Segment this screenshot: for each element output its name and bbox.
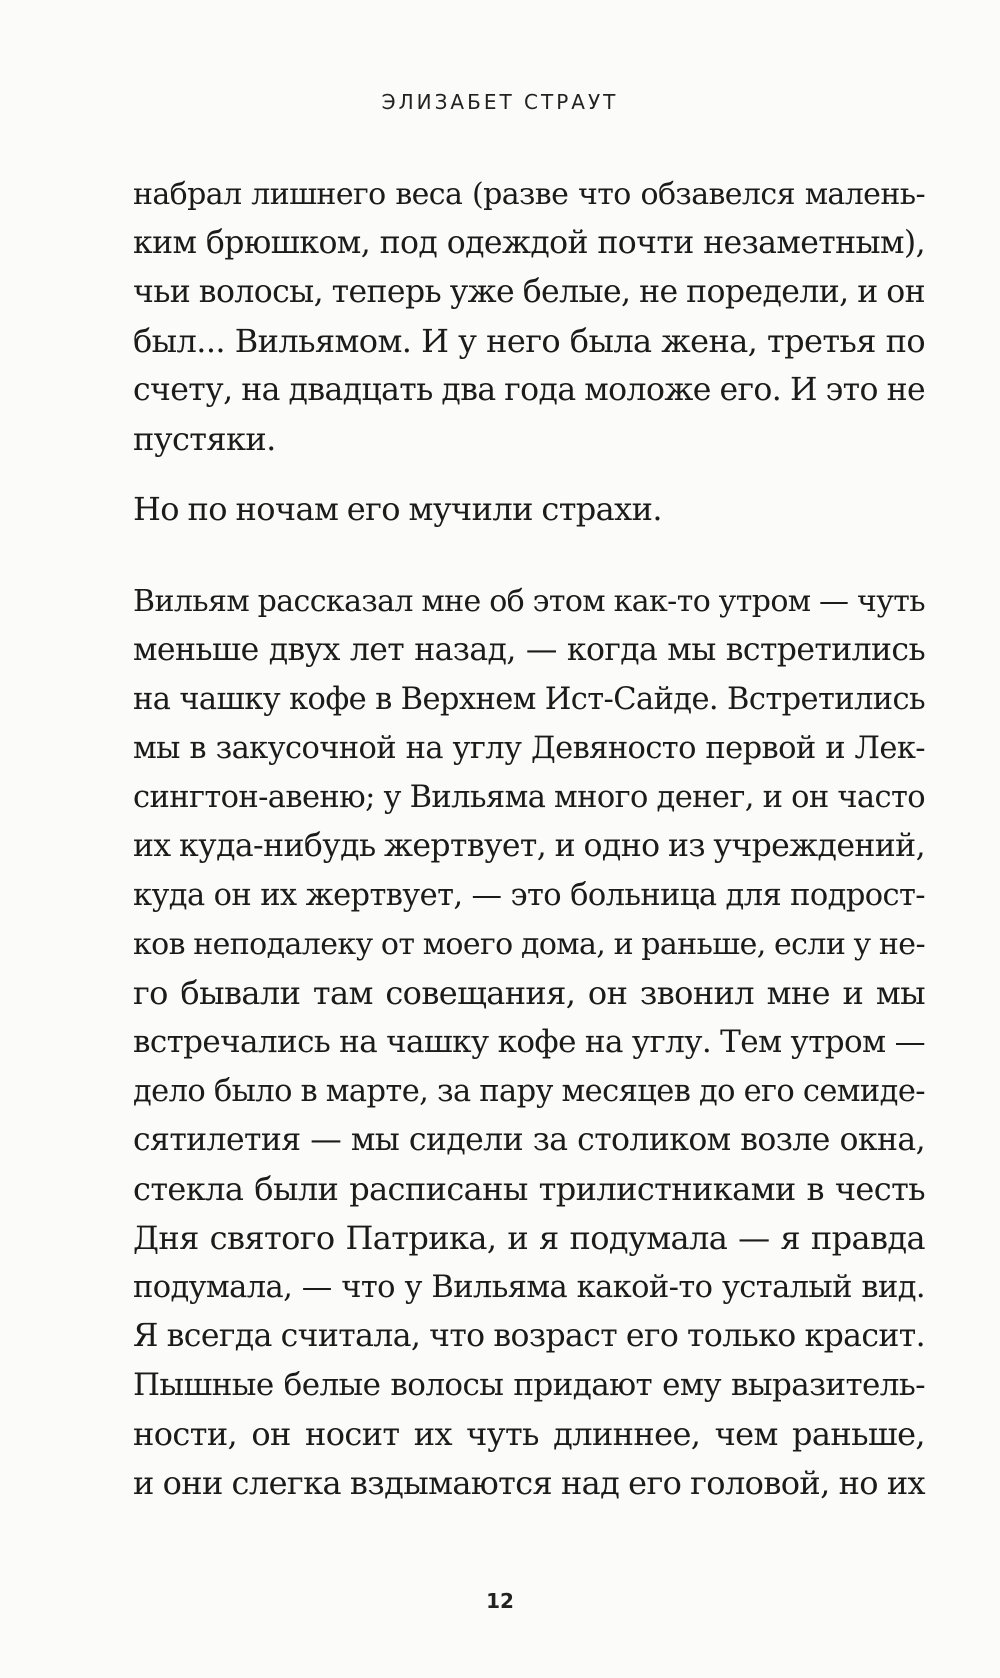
page-number: 12 [486, 1589, 514, 1613]
text-line: чьи волосы, теперь уже белые, не поредели, и он [133, 274, 925, 310]
text-line: ким брюшком, под одеждой почти незаметным), [133, 225, 925, 261]
text-line: Дня святого Патрика, и я подумала — я правда [133, 1219, 925, 1257]
text-line: го бывали там совещания, он звонил мне и мы [133, 974, 925, 1012]
text-line: Я всегда считала, что возраст его только красит. [133, 1318, 925, 1354]
text-line: дело было в марте, за пару месяцев до его семиде- [133, 1074, 925, 1109]
text-line: набрал лишнего веса (разве что обзавелся малень- [133, 177, 925, 212]
text-line: Вильям рассказал мне об этом как-то утром — чуть [133, 584, 925, 619]
text-line: мы в закусочной на углу Девяносто первой и Лек- [133, 731, 925, 766]
text-line: их куда-нибудь жертвует, и одно из учреждений, [133, 828, 925, 864]
text-line: ности, он носит их чуть длиннее, чем раньше, [133, 1415, 925, 1453]
paragraph-2 [133, 485, 925, 534]
text-line: и они слегка вздымаются над его головой, но их [133, 1464, 925, 1502]
text-line: подумала, — что у Вильяма какой-то усталый вид. [133, 1270, 925, 1305]
text-line: встречались на чашку кофе на углу. Тем утром — [133, 1024, 925, 1060]
text-line: Но по ночам его мучили страхи. [133, 490, 662, 528]
text-line: сингтон-авеню; у Вильяма много денег, и он часто [133, 780, 925, 815]
paragraph-1 [133, 170, 925, 464]
running-header: ЭЛИЗАБЕТ СТРАУТ [381, 90, 619, 114]
text-line: меньше двух лет назад, — когда мы встретились [133, 632, 925, 668]
text-line: был... Вильямом. И у него была жена, третья по [133, 322, 925, 360]
text-line: куда он их жертвует, — это больница для подрост- [133, 878, 925, 913]
text-line: сятилетия — мы сидели за столиком возле окна, [133, 1122, 925, 1158]
text-line: ков неподалеку от моего дома, и раньше, если у не- [133, 927, 925, 962]
text-line: пустяки. [133, 420, 276, 458]
text-line: Пышные белые волосы придают ему выразитель- [133, 1367, 925, 1403]
text-line: стекла были расписаны трилистниками в честь [133, 1170, 925, 1208]
text-line: счету, на двадцать два года моложе его. И это не [133, 372, 925, 408]
paragraph-3 [133, 577, 925, 1508]
text-line: на чашку кофе в Верхнем Ист-Сайде. Встретились [133, 682, 925, 717]
